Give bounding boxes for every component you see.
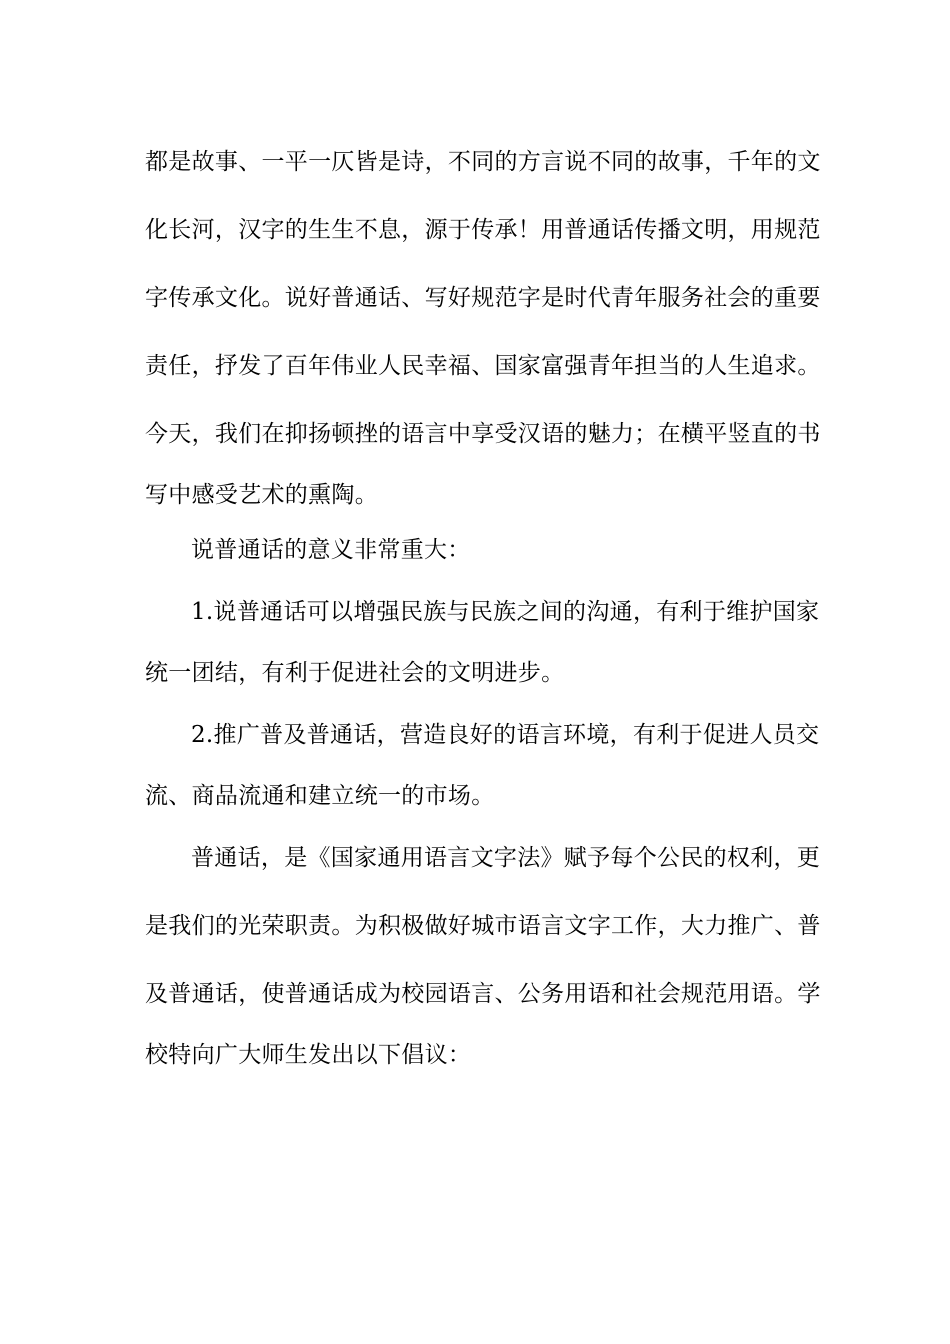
text-line-5: 今天，我们在抑扬顿挫的语言中享受汉语的魅力；在横平竖直的书	[145, 421, 821, 447]
point-2-line-1: 2.推广普及普通话，营造良好的语言环境，有利于促进人员交	[191, 722, 820, 748]
closing-line-2: 是我们的光荣职责。为积极做好城市语言文字工作，大力推广、普	[145, 913, 821, 939]
text-line-4: 责任，抒发了百年伟业人民幸福、国家富强青年担当的人生追求。	[145, 353, 821, 379]
point-2-line-2: 流、商品流通和建立统一的市场。	[145, 783, 495, 809]
text-line-3: 字传承文化。说好普通话、写好规范字是时代青年服务社会的重要	[145, 285, 821, 311]
point-1-line-2: 统一团结，有利于促进社会的文明进步。	[145, 660, 565, 686]
closing-line-3: 及普通话，使普通话成为校园语言、公务用语和社会规范用语。学	[145, 981, 821, 1007]
text-line-2: 化长河，汉字的生生不息，源于传承！用普通话传播文明，用规范	[145, 217, 821, 243]
text-line-6: 写中感受艺术的熏陶。	[145, 482, 378, 508]
closing-line-4: 校特向广大师生发出以下倡议：	[145, 1042, 472, 1068]
point-1-line-1: 1.说普通话可以增强民族与民族之间的沟通，有利于维护国家	[191, 599, 820, 625]
text-line-1: 都是故事、一平一仄皆是诗，不同的方言说不同的故事，千年的文	[145, 149, 821, 175]
document-body	[145, 128, 821, 1083]
closing-line-1: 普通话，是《国家通用语言文字法》赋予每个公民的权利，更	[191, 845, 821, 871]
section-intro: 说普通话的意义非常重大：	[191, 537, 471, 563]
